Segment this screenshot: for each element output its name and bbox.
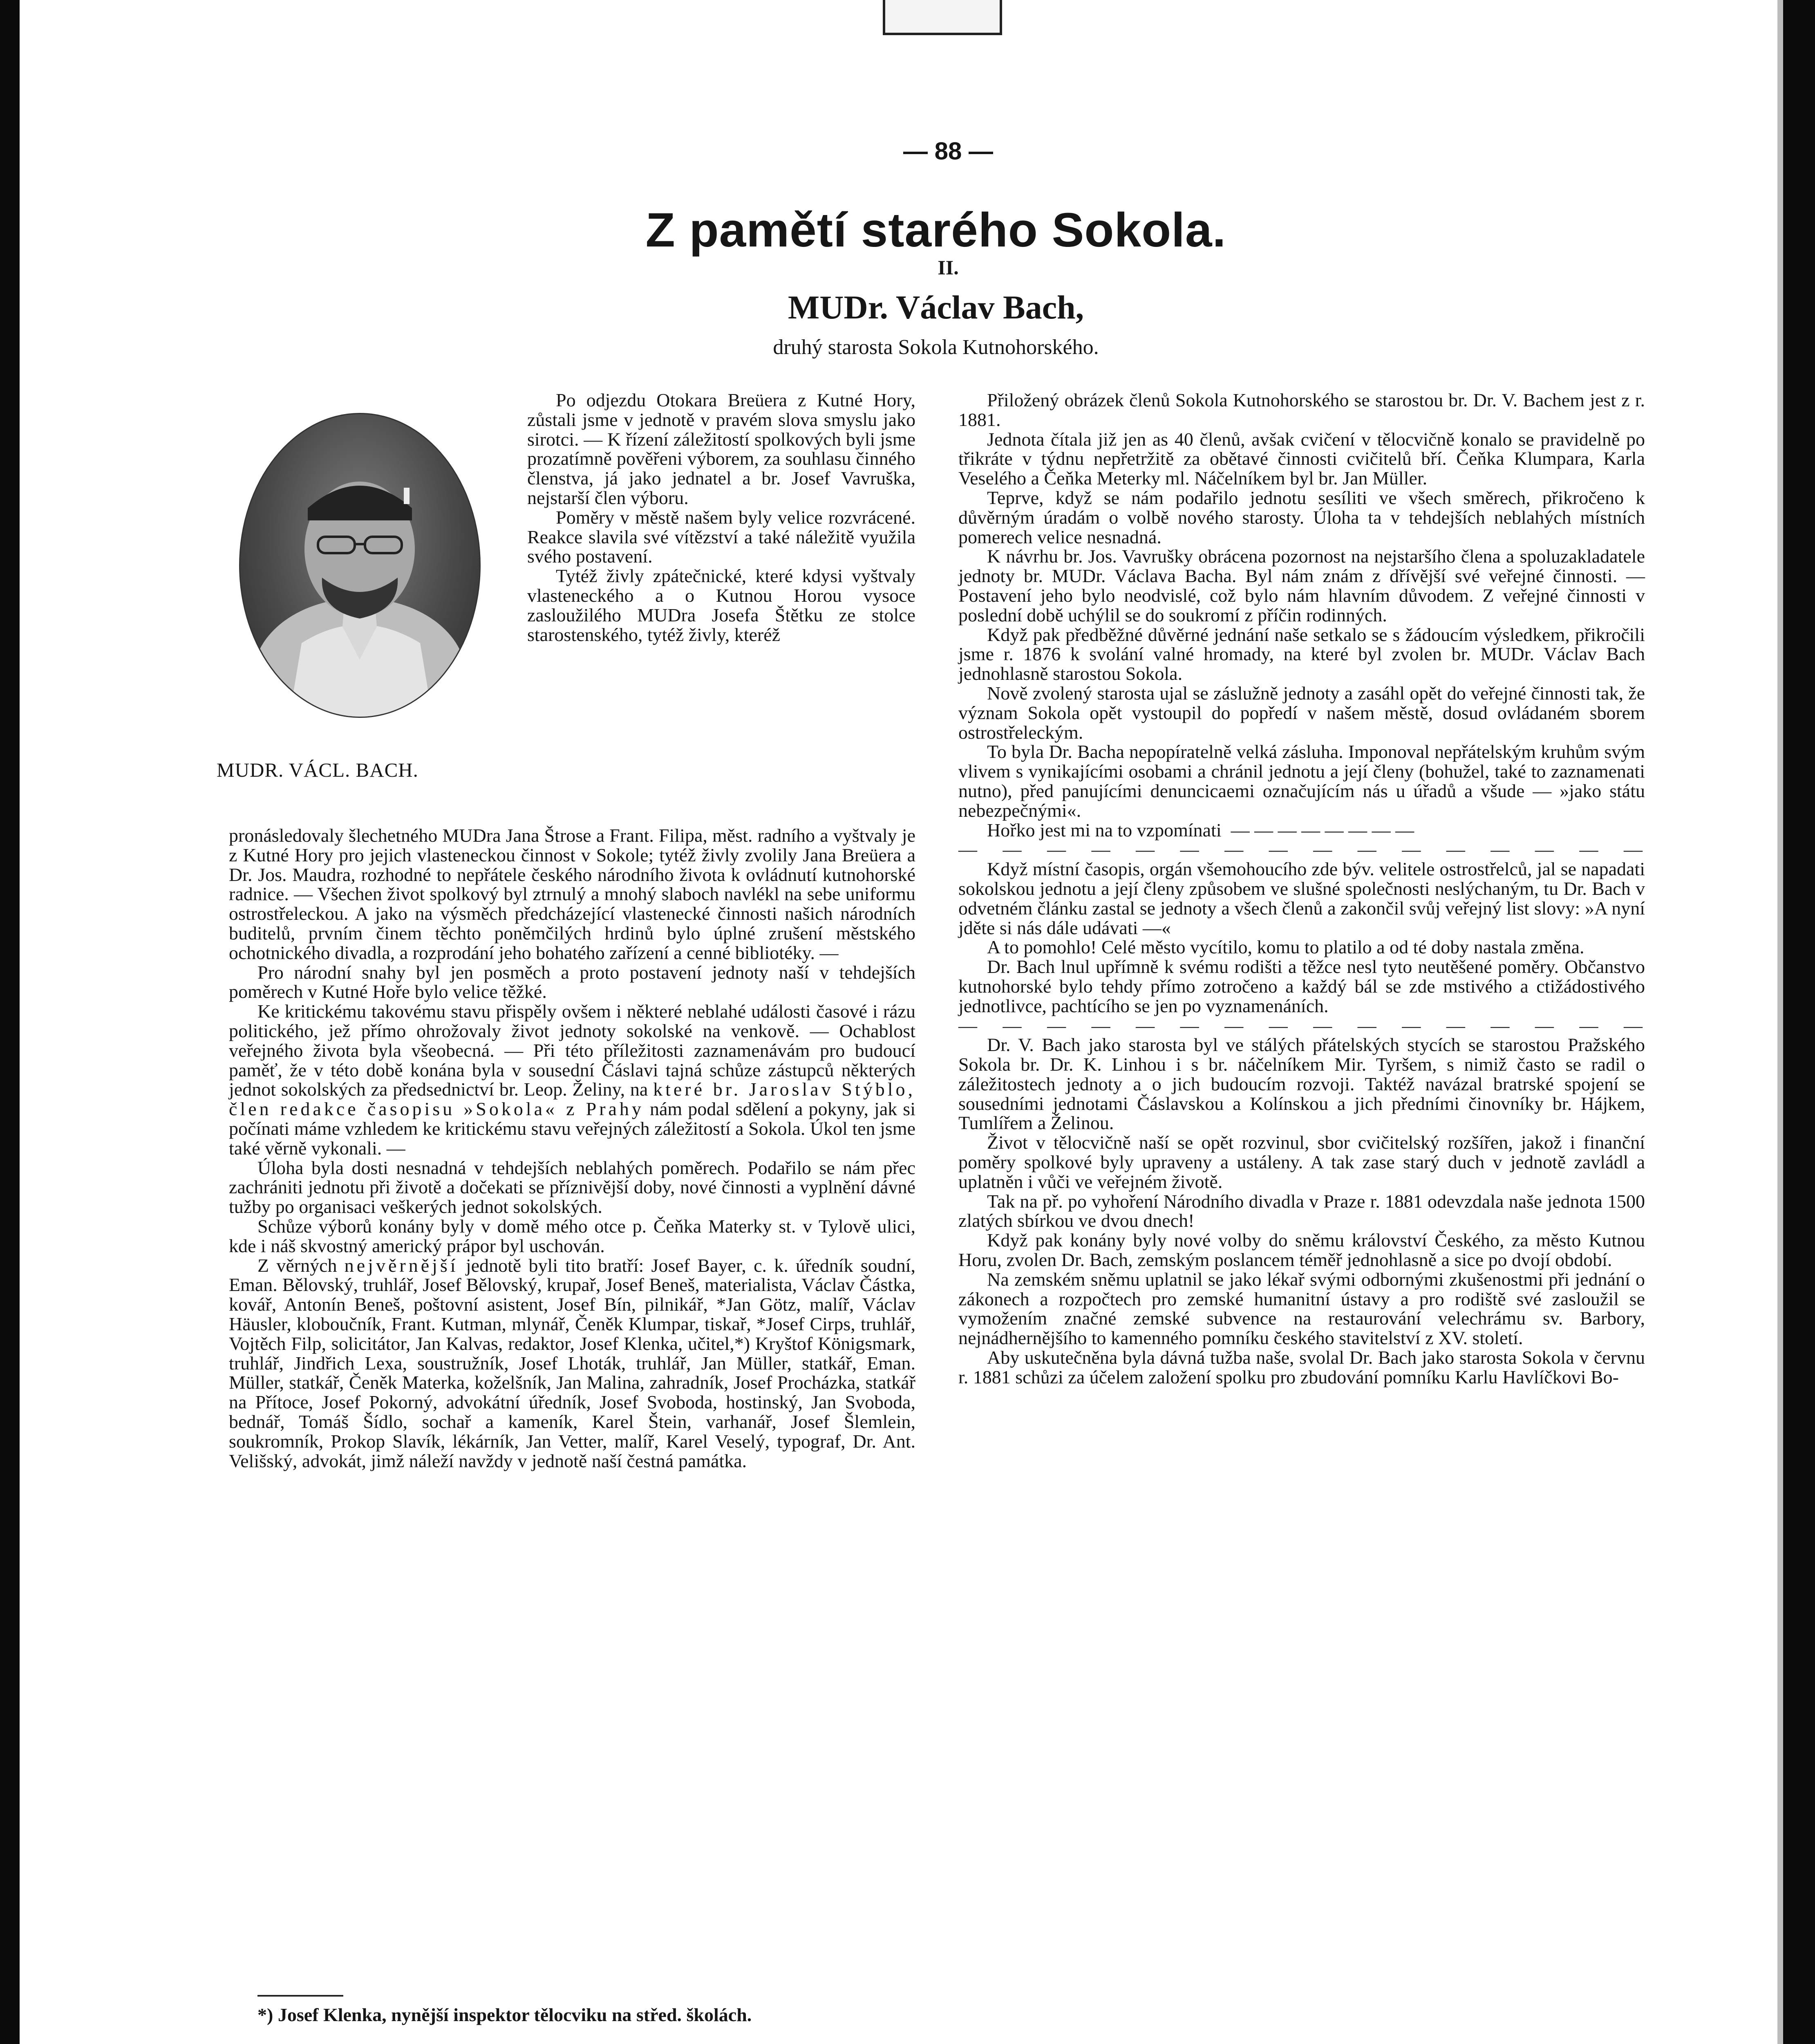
right-column <box>958 390 1645 1387</box>
paragraph: Dr. Bach lnul upřímně k svému rodišti a těžce nesl tyto neutěšené poměry. Občanstvo kutnohorské bylo tehdy přímo zotročeno a každý bál se zde mstivého a ctižádostivého jednotlivce, pachtícího se jen po vyznamenáních. <box>958 956 1645 1016</box>
article-title: Z pamětí starého Sokola. <box>645 203 1226 257</box>
portrait-figure <box>240 414 479 717</box>
paragraph <box>229 1002 915 1158</box>
paragraph: Poměry v městě našem byly velice rozvrácené. Reakce slavila své vítězství a také náležitě využila svého postavení. <box>527 507 915 567</box>
paragraph: Schůze výborů konány byly v domě mého otce p. Čeňka Materky st. v Tylově ulici, kde i náš skvostný americký prápor byl uschován. <box>229 1215 915 1256</box>
footnote-rule <box>257 1995 343 1997</box>
footnote <box>229 2005 915 2025</box>
paragraph: Na zemském sněmu uplatnil se jako lékař svými odbornými zkušenostmi při jednání o zákonech a rozpočtech pro zemské humanitní ústavy a pro rodiště své zasloužil se vymožením značné zemské subvence na restaurování velechrámu sv. Barbory, nejnádhernějšího to kamenného pomníku českého stavitelství z XV. století. <box>958 1269 1645 1349</box>
paragraph: Po odjezdu Otokara Breüera z Kutné Hory, zůstali jsme v jednotě v pravém slova smyslu jako sirotci. — K řízení záležitostí spolkových byli jsme prozatímně pověřeni výborem, za souhlasu činného členstva, já jako jednatel a br. Josef Vavruška, nejstarší člen výboru. <box>527 390 915 508</box>
paragraph: pronásledovaly šlechetného MUDra Jana Štrose a Frant. Filipa, měst. radního a vyštvaly je z Kutné Hory pro jejich vlasteneckou činnost v Sokole; tytéž živly zvolily Jana Breüera a Dr. Jos. Maudra, rozhodné to nepřátele českého národního života k ovládnutí kutnohorské radnice. — Všechen život spolkový byl ztrnulý a mnohý slaboch navlékl na sebe uniformu ostrostřeleckou. A jako na výsměch předcházející vlastenecké činnosti našich národních buditelů, prvním činem těchto poněmčilých hrdinů bylo úplné zrušení městského ochotnického divadla, a rozprodání jeho bohatého zařízení a cenné bibliotéky. — <box>229 825 915 963</box>
paragraph: To byla Dr. Bacha nepopíratelně velká zásluha. Imponoval nepřátelským kruhům svým vlivem s vynikajícími osobami a chránil jednotu a její členy (bohužel, také to zaznamenati nutno), před panujícími denuncicaemi označujícím nás u úřadů a všude — »jako státu nebezpečnými«. <box>958 741 1645 821</box>
scan-border-right-edge <box>1777 0 1783 2044</box>
paragraph: Když pak předběžné důvěrné jednání naše setkalo se s žádoucím výsledkem, přikročili jsme r. 1876 k svolání valné hromady, na které byl zvolen br. MUDr. Václav Bach jednohlasně starostou Sokola. <box>958 624 1645 684</box>
members-paragraph <box>229 1256 915 1471</box>
spaced-word: nejvěrnější <box>344 1255 459 1276</box>
dash-separator: — — — — — — — — — — — — — — — — <box>958 839 1645 860</box>
paragraph-text: nám podal sdělení a pokyny, jak si počínati máme vzhledem ke kritickému stavu veřejných záležitostí a Sokola. Úkol ten jsme také věrně vykonali. — <box>229 1098 915 1159</box>
dash-separator: — — — — — — — — — — — — — — — — <box>958 1015 1645 1036</box>
page-number: — 88 — <box>903 137 994 165</box>
scan-border-left <box>0 0 20 2044</box>
scan-border-right <box>1783 0 1815 2044</box>
paragraph: Dr. V. Bach jako starosta byl ve stálých přátelských stycích se starostou Pražského Sokola br. Dr. K. Linhou i s br. náčelníkem Mir. Tyršem, s nimiž často se radil o záležitostech jednoty a o jich budoucím rozvoji. Taktéž navázal bratrské spojení se sousedními jednotami Čáslavskou a Kolínskou a jich předními činovníky br. Hájkem, Tumlířem a Želinou. <box>958 1034 1645 1134</box>
paragraph: Nově zvolený starosta ujal se záslužně jednoty a zasáhl opět do veřejné činnosti tak, že význam Sokola opět vystoupil do popředí v našem městě, dosud ovládaném sborem ostrostřeleckým. <box>958 682 1645 743</box>
paragraph: Úloha byla dosti nesnadná v tehdejších neblahých poměrech. Podařilo se nám přec zachrániti jednotu při životě a dočekati se příznivější doby, nové činnosti a vyplnění dávné tužby po organisaci veškerých jednot sokolských. <box>229 1157 915 1217</box>
paragraph-text: Ke kritickému takovému stavu přispěly ovšem i některé neblahé události časové i rázu politického, jež přímo ohrožovaly život jednoty sokolské na venkově. — Ochablost veřejného života byla všeobecná. — Při této příležitosti zaznamenávám pro budoucí paměť, že v této době konána byla v sousední Čáslavi tajná schůze zástupců některých jednot sokolských za předsednictví br. Leop. Želiny, na <box>229 1001 915 1100</box>
paragraph: Když pak konány byly nové volby do sněmu království Českého, za město Kutnou Horu, zvolen Dr. Bach, zemským poslancem téměř jednohlasně a sice po dvojí období. <box>958 1230 1645 1271</box>
paragraph: Když místní časopis, orgán všemohoucího zde býv. velitele ostrostřelců, jal se napadati sokolskou jednotu a její členy způsobem ve slušné společnosti neslýchaným, tu Dr. Bach v odvetném článku zastal se jednoty a všech členů a zakončil svůj veřejný list slovy: »A nyní jděte si nás dále udávati —« <box>958 858 1645 938</box>
paragraph: Teprve, když se nám podařilo jednotu sesíliti ve všech směrech, přikročeno k důvěrným úradám o volbě nového starosty. Úloha ta v tehdejších neblahých místních pomerech velice nesnadná. <box>958 487 1645 547</box>
left-column <box>229 826 915 1470</box>
paragraph: Tytéž živly zpátečnické, které kdysi vyštvaly vlasteneckého a o Kutnou Horou vysoce zasloužilého MUDra Josefa Štětku ze stolce starostenského, tytéž živly, kteréž <box>527 565 915 645</box>
spaced-phrase: které br. Jaroslav Stýblo, člen redakce časopisu »Sokola« z Prahy <box>229 1079 916 1120</box>
paragraph: Pro národní snahy byl jen posměch a proto postavení jednoty naší v tehdejších poměrech v Kutné Hoře bylo velice těžké. <box>229 961 915 1002</box>
article-subtitle: druhý starosta Sokola Kutnohorského. <box>773 336 1099 359</box>
paragraph: Aby uskutečněna byla dávná tužba naše, svolal Dr. Bach jako starosta Sokola v červnu r. 1881 schůzi za účelem založení spolku pro zbudování pomníku Karlu Havlíčkovi Bo- <box>958 1347 1645 1387</box>
portrait-caption: MUDR. VÁCL. BACH. <box>217 759 419 781</box>
paragraph-text: Hořko jest mi na to vzpomínati <box>987 819 1222 840</box>
paragraph: K návrhu br. Jos. Vavrušky obrácena pozornost na nejstaršího člena a spoluzakladatele jednoty br. MUDr. Václava Bacha. Byl nám znám z dřívější své veřejné činnosti. — Postavení jeho bylo neodvislé, což bylo nám hlavním důvodem. Z veřejné činnosti v poslední době uchýlil se do soukromí z příčin rodinných. <box>958 546 1645 625</box>
paragraph: Tak na př. po vyhoření Národního divadla v Praze r. 1881 odevzdala naše jednota 1500 zlatých sbírkou ve dvou dnech! <box>958 1190 1645 1231</box>
article-part: II. <box>938 256 959 279</box>
paragraph-text: Z věrných <box>257 1255 345 1276</box>
paragraph: Život v tělocvičně naší se opět rozvinul, sbor cvičitelský rozšířen, jakož i finanční poměry spolkové byly upraveny a ustáleny. A tak zase starý duch v jednotě zavládl a uplatněn i vůči ve veřejném životě. <box>958 1132 1645 1192</box>
paragraph-text: jednotě byli tito bratří: Josef Bayer, c. k. úředník soudní, Eman. Bělovský, truhlář, Josef Bělovský, krupař, Josef Beneš, materialista, Václav Částka, kovář, Antonín Beneš, poštovní asistent, Josef Bín, pilnikář, *Jan Götz, malíř, Václav Häusler, kloboučník, Frant. Kutman, mlynář, Čeněk Klumpar, tiskař, *Josef Cirps, truhlář, Vojtěch Filp, solicitátor, Jan Kalvas, redaktor, Josef Klenka, učitel,*) Kryštof Königsmark, truhlář, Jindřich Lexa, soustružník, Josef Lhoták, truhlář, Jan Müller, statkář, Eman. Müller, statkář, Čeněk Materka, koželšník, Jan Malina, zahradník, Josef Procházka, statkář na Přítoce, Josef Pokorný, advokátní úředník, Josef Svoboda, hostinský, Jan Svoboda, bednář, Tomáš Šídlo, sochař a kameník, Karel Štein, varhanář, Josef Šlemlein, soukromník, Prokop Slavík, lékárník, Jan Vetter, malíř, Karel Veselý, typograf, Dr. Ant. Velišský, advokát, jimž náleží navždy v jednotě naší čestná památka. <box>229 1255 915 1471</box>
paragraph: Přiložený obrázek členů Sokola Kutnohorského se starostou br. Dr. V. Bachem jest z r. 1881. <box>958 390 1645 430</box>
paragraph: Jednota čítala již jen as 40 členů, avšak cvičení v tělocvičně konalo se pravidelně po třikráte v týdnu nepřetržitě za obětavé činnosti cvičitelů bří. Čeňka Klumpara, Karla Veselého a Čeňka Meterky ml. Náčelníkem byl br. Jan Müller. <box>958 428 1645 489</box>
page-tab-mark <box>883 0 1002 35</box>
paragraph: A to pomohlo! Celé město vycítilo, komu to platilo a od té doby nastala změna. <box>987 937 1584 958</box>
portrait-photo <box>239 413 481 718</box>
article-person: MUDr. Václav Bach, <box>788 289 1084 326</box>
left-column-beside-portrait <box>527 390 915 644</box>
paragraph: Hořko jest mi na to vzpomínati — — — — — — — — <box>987 819 1414 840</box>
footnote-text: *) Josef Klenka, nynější inspektor tělocviku na střed. školách. <box>257 2004 752 2025</box>
